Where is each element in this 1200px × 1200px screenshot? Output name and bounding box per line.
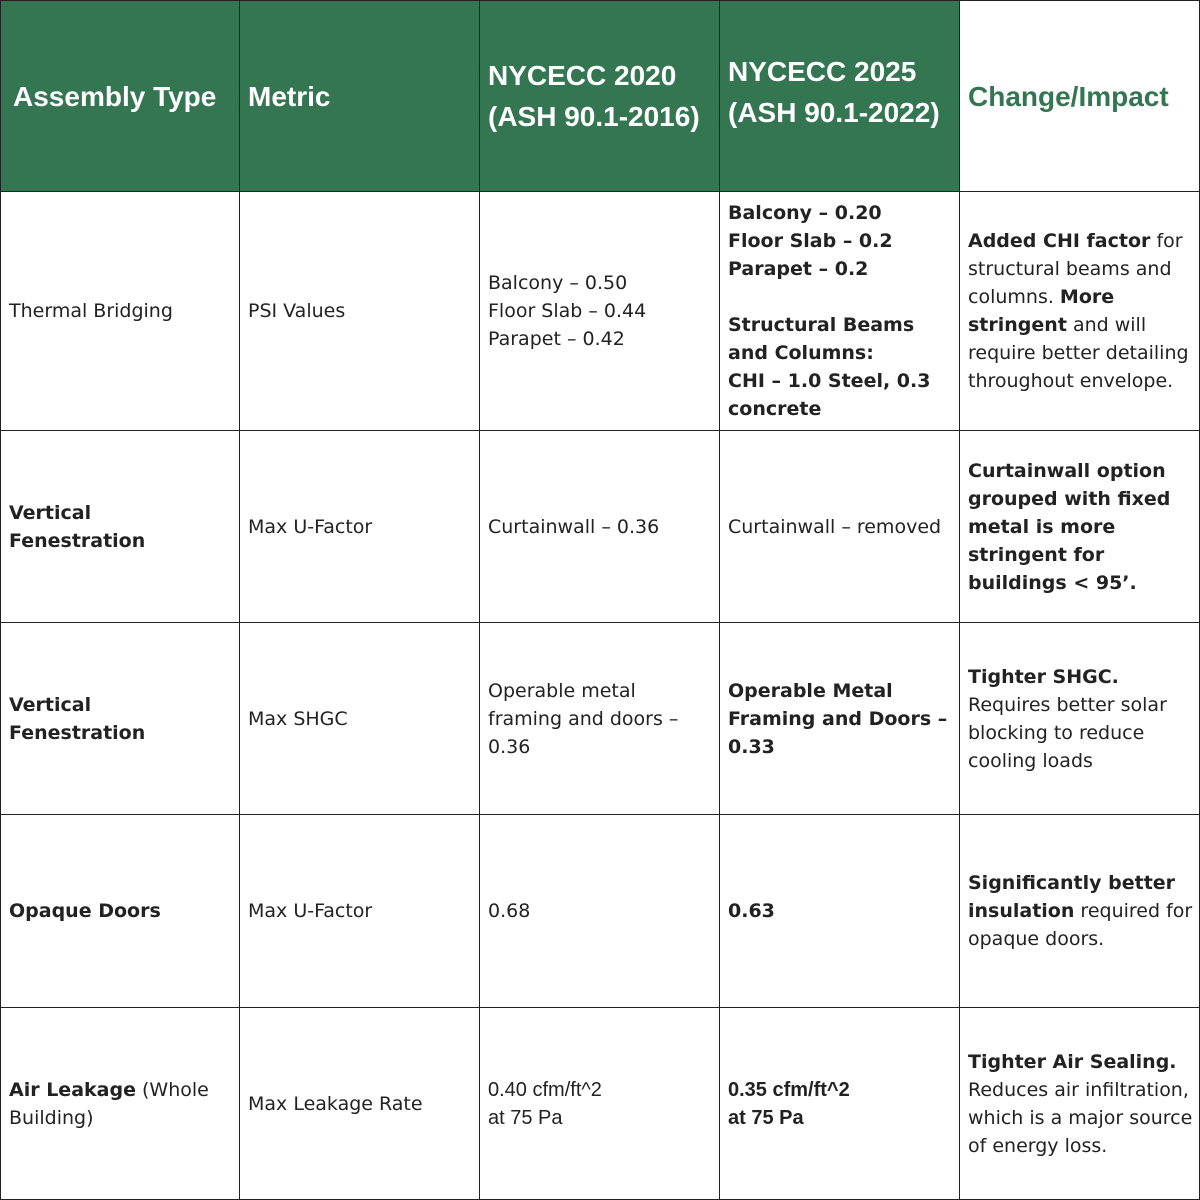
header-metric-label: Metric (248, 80, 331, 112)
row4-new-text: 0.63 (728, 900, 775, 922)
row1-new-line: Balcony – 0.20 (728, 202, 882, 224)
header-change-impact (960, 0, 1200, 192)
row1-new-line: Parapet – 0.2 (728, 258, 869, 280)
row1-metric (240, 192, 480, 431)
row3-old (480, 623, 720, 815)
row2-old (480, 431, 720, 623)
row5-impact-text: Reduces air infiltration, which is a major source of energy loss. (968, 1078, 1193, 1157)
row1-impact (960, 192, 1200, 431)
row2-metric-text: Max U-Factor (248, 515, 373, 538)
row5-new-line: at 75 Pa (728, 1106, 804, 1129)
row5-new-line: 0.35 cfm/ft^2 (728, 1078, 850, 1101)
row1-old-line: Balcony – 0.50 (488, 272, 628, 294)
row4-metric-text: Max U-Factor (248, 900, 373, 922)
row5-metric-text: Max Leakage Rate (248, 1092, 423, 1115)
row5-old-line: at 75 Pa (488, 1106, 563, 1129)
row1-new-line: Floor Slab – 0.2 (728, 230, 893, 252)
header-nycecc-2025-line2: (ASH 90.1-2022) (728, 97, 940, 128)
row1-assembly-text: Thermal Bridging (9, 300, 173, 322)
header-assembly-type (0, 0, 240, 192)
row3-metric-text: Max SHGC (248, 707, 348, 730)
row2-assembly (0, 431, 240, 623)
row2-assembly-text: Vertical Fenestration (9, 501, 146, 552)
row2-impact (960, 431, 1200, 623)
row3-metric (240, 623, 480, 815)
row1-impact-bold: Added CHI factor (968, 230, 1151, 252)
row3-assembly (0, 623, 240, 815)
row5-assembly-text: (Whole Building) (9, 1078, 209, 1129)
header-nycecc-2020 (480, 0, 720, 192)
row2-new-text: Curtainwall – removed (728, 515, 942, 538)
row4-assembly-text: Opaque Doors (9, 900, 161, 922)
row1-impact-text: for structural beams and columns. (968, 230, 1183, 308)
row1-assembly (0, 192, 240, 431)
row2-metric (240, 431, 480, 623)
row2-impact-text: Curtainwall option grouped with fixed metal is more stringent for buildings < 95’. (968, 459, 1171, 594)
row2-old-text: Curtainwall – 0.36 (488, 515, 660, 538)
row3-old-text: Operable metal framing and doors – 0.36 (488, 679, 679, 758)
row3-new-text: Operable Metal Framing and Doors – 0.33 (728, 679, 948, 758)
row3-impact-text: Requires better solar blocking to reduce cooling loads (968, 693, 1167, 772)
row5-impact (960, 1008, 1200, 1200)
row1-new (720, 192, 960, 431)
row4-old-text: 0.68 (488, 900, 531, 922)
row5-old (480, 1008, 720, 1200)
row4-assembly (0, 815, 240, 1008)
row5-new (720, 1008, 960, 1200)
row5-metric (240, 1008, 480, 1200)
row1-old (480, 192, 720, 431)
header-nycecc-2025 (720, 0, 960, 192)
header-metric (240, 0, 480, 192)
header-nycecc-2020-line1: NYCECC 2020 (488, 60, 677, 91)
header-change-impact-label: Change/Impact (968, 80, 1169, 112)
row1-impact-bold: More stringent (968, 286, 1115, 336)
row4-new (720, 815, 960, 1008)
row3-impact-bold: Tighter SHGC. (968, 665, 1119, 688)
row4-impact-bold: Significantly better insulation (968, 872, 1176, 922)
row4-impact (960, 815, 1200, 1008)
header-assembly-type-label: Assembly Type (13, 80, 217, 112)
header-nycecc-2025-line1: NYCECC 2025 (728, 56, 917, 87)
row5-assembly-bold: Air Leakage (9, 1078, 136, 1101)
row3-impact (960, 623, 1200, 815)
row1-old-line: Parapet – 0.42 (488, 328, 625, 350)
row1-old-line: Floor Slab – 0.44 (488, 300, 647, 322)
row1-metric-text: PSI Values (248, 300, 346, 322)
row1-new-line: Structural Beams and Columns: (728, 314, 915, 364)
row5-assembly (0, 1008, 240, 1200)
row4-old (480, 815, 720, 1008)
row4-impact-text: required for opaque doors. (968, 900, 1193, 950)
row3-new (720, 623, 960, 815)
row1-new-line: CHI – 1.0 Steel, 0.3 concrete (728, 370, 931, 420)
row2-new (720, 431, 960, 623)
row1-impact-text: and will require better detailing throughout envelope. (968, 314, 1189, 392)
row5-old-line: 0.40 cfm/ft^2 (488, 1078, 602, 1101)
header-nycecc-2020-line2: (ASH 90.1-2016) (488, 101, 700, 132)
row5-impact-bold: Tighter Air Sealing. (968, 1050, 1177, 1073)
row3-assembly-text: Vertical Fenestration (9, 693, 146, 744)
row4-metric (240, 815, 480, 1008)
